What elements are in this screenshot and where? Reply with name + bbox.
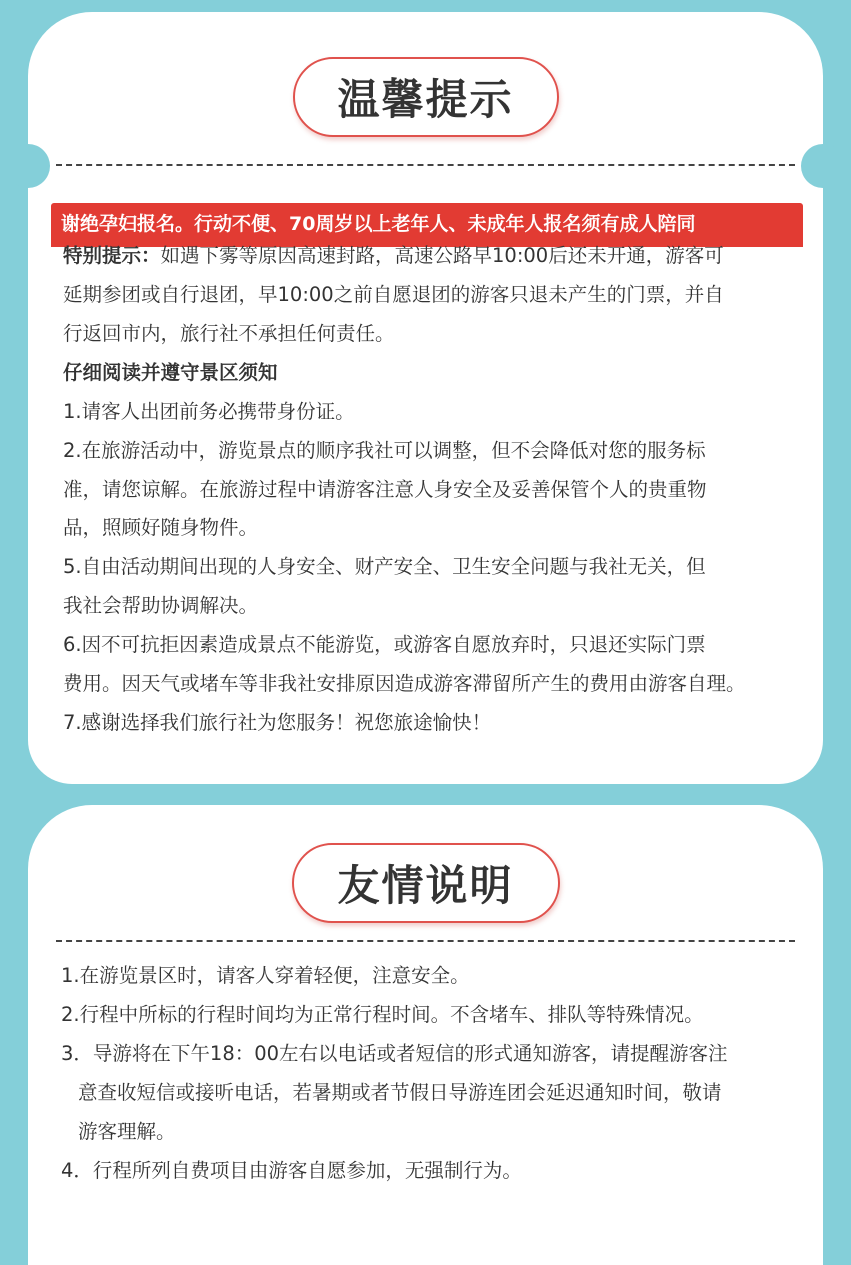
- dashed-divider: [56, 164, 795, 166]
- dashed-divider: [56, 940, 795, 942]
- rule-item: 我社会帮助协调解决。: [63, 594, 259, 617]
- special-notice-line: 行返回市内，旅行社不承担任何责任。: [63, 322, 395, 345]
- rule-item: 品，照顾好随身物件。: [63, 516, 259, 539]
- rule-item: 1.请客人出团前务必携带身份证。: [63, 400, 355, 423]
- friendly-item: 1.在游览景区时，请客人穿着轻便，注意安全。: [61, 964, 470, 987]
- friendly-card: [28, 805, 823, 1265]
- friendly-item: 意查收短信或接听电话，若暑期或者节假日导游连团会延迟通知时间，敬请: [78, 1081, 722, 1104]
- ticket-notch-right: [801, 144, 845, 188]
- friendly-item: 4．行程所列自费项目由游客自愿参加，无强制行为。: [61, 1159, 522, 1182]
- rule-item: 2.在旅游活动中，游览景点的顺序我社可以调整，但不会降低对您的服务标: [63, 439, 706, 462]
- special-notice-line: 延期参团或自行退团，早10:00之前自愿退团的游客只退未产生的门票，并自: [63, 283, 724, 306]
- warning-banner: 谢绝孕妇报名。行动不便、70周岁以上老年人、未成年人报名须有成人陪同: [51, 203, 803, 245]
- notice-card: [28, 12, 823, 784]
- friendly-item: 3．导游将在下午18：00左右以电话或者短信的形式通知游客，请提醒游客注: [61, 1042, 728, 1065]
- friendly-title: 友情说明: [292, 843, 560, 923]
- special-notice-line: [63, 243, 724, 269]
- friendly-item: 游客理解。: [78, 1120, 176, 1143]
- rule-item: 6.因不可抗拒因素造成景点不能游览，或游客自愿放弃时，只退还实际门票: [63, 633, 706, 656]
- rule-item: 5.自由活动期间出现的人身安全、财产安全、卫生安全问题与我社无关，但: [63, 555, 706, 578]
- rules-heading: 仔细阅读并遵守景区须知: [63, 361, 278, 384]
- rule-item: 准，请您谅解。在旅游过程中请游客注意人身安全及妥善保管个人的贵重物: [63, 478, 707, 501]
- special-notice-text: 如遇下雾等原因高速封路，高速公路早10:00后还未开通，游客可: [160, 244, 724, 267]
- rule-item: 费用。因天气或堵车等非我社安排原因造成游客滞留所产生的费用由游客自理。: [63, 672, 746, 695]
- special-notice-label: 特别提示：: [63, 244, 161, 267]
- ticket-notch-left: [6, 144, 50, 188]
- notice-title: 温馨提示: [293, 57, 559, 137]
- rule-item: 7.感谢选择我们旅行社为您服务！祝您旅途愉快！: [63, 711, 492, 734]
- friendly-item: 2.行程中所标的行程时间均为正常行程时间。不含堵车、排队等特殊情况。: [61, 1003, 704, 1026]
